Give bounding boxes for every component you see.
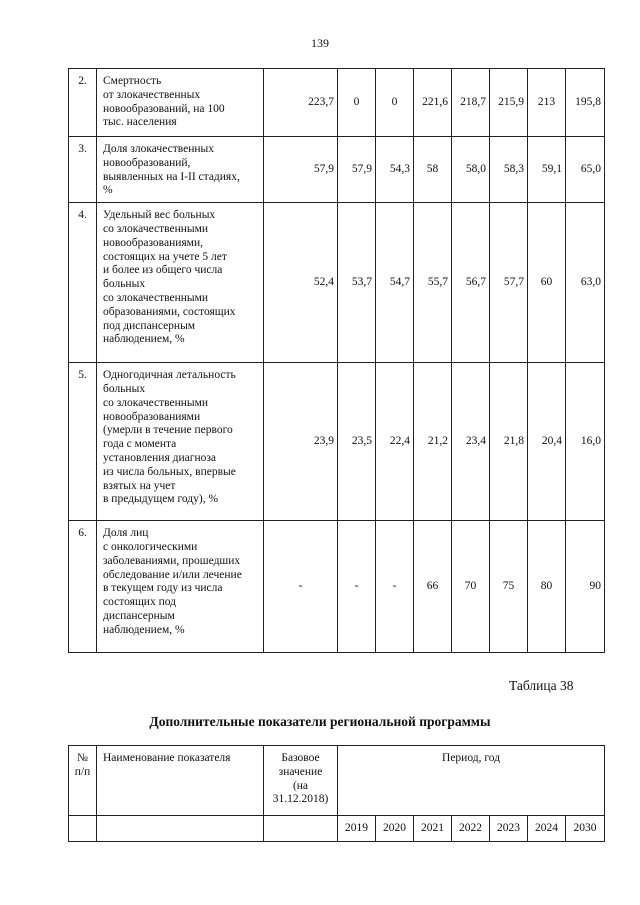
header-num: № п/п <box>69 746 97 816</box>
row-number: 5. <box>69 363 97 521</box>
base-value: 223,7 <box>264 69 338 137</box>
value-2021: 66 <box>414 521 452 653</box>
value-2020: - <box>376 521 414 653</box>
year-2021: 2021 <box>414 816 452 842</box>
value-2030: 16,0 <box>566 363 605 521</box>
value-2023: 21,8 <box>490 363 528 521</box>
table-years-row <box>69 816 605 842</box>
header-base: Базовое значение (на 31.12.2018) <box>264 746 338 816</box>
value-2023: 58,3 <box>490 137 528 203</box>
value-2021: 21,2 <box>414 363 452 521</box>
value-2024: 20,4 <box>528 363 566 521</box>
year-2019: 2019 <box>338 816 376 842</box>
value-2024: 80 <box>528 521 566 653</box>
table-header-row <box>69 746 605 816</box>
page-number: 139 <box>311 36 329 50</box>
value-2019: - <box>338 521 376 653</box>
value-2030: 65,0 <box>566 137 605 203</box>
table-row <box>69 363 605 521</box>
table-row <box>69 521 605 653</box>
year-2023: 2023 <box>490 816 528 842</box>
base-value: 57,9 <box>264 137 338 203</box>
value-2019: 0 <box>338 69 376 137</box>
value-2030: 90 <box>566 521 605 653</box>
value-2019: 53,7 <box>338 203 376 363</box>
table-caption: Таблица 38 <box>509 678 574 693</box>
value-2021: 58 <box>414 137 452 203</box>
table-row <box>69 137 605 203</box>
value-2019: 57,9 <box>338 137 376 203</box>
value-2022: 56,7 <box>452 203 490 363</box>
value-2024: 60 <box>528 203 566 363</box>
base-value: - <box>264 521 338 653</box>
value-2024: 59,1 <box>528 137 566 203</box>
value-2023: 215,9 <box>490 69 528 137</box>
row-number: 3. <box>69 137 97 203</box>
base-value: 23,9 <box>264 363 338 521</box>
year-2022: 2022 <box>452 816 490 842</box>
value-2021: 55,7 <box>414 203 452 363</box>
year-2020: 2020 <box>376 816 414 842</box>
header-name: Наименование показателя <box>97 746 264 816</box>
indicator-name: Удельный вес больных со злокачественными новообразованиями, состоящих на учете 5 лет и более из общего числа больных со злокачественными образованиями, состоящих под диспансерным наблюдением, % <box>97 203 264 363</box>
value-2020: 54,7 <box>376 203 414 363</box>
value-2020: 54,3 <box>376 137 414 203</box>
indicator-name: Одногодичная летальность больных со злокачественными новообразованиями (умерли в течение первого года с момента установления диагноза из числа больных, впервые взятых на учет в предыдущем году), % <box>97 363 264 521</box>
indicator-name: Доля злокачественных новообразований, выявленных на I-II стадиях, % <box>97 137 264 203</box>
value-2022: 23,4 <box>452 363 490 521</box>
empty-cell <box>264 816 338 842</box>
section-title: Дополнительные показатели региональной программы <box>149 714 491 729</box>
value-2030: 63,0 <box>566 203 605 363</box>
empty-cell <box>69 816 97 842</box>
table-row <box>69 203 605 363</box>
row-number: 4. <box>69 203 97 363</box>
additional-indicators-table <box>68 745 605 842</box>
value-2020: 22,4 <box>376 363 414 521</box>
year-2030: 2030 <box>566 816 605 842</box>
value-2023: 75 <box>490 521 528 653</box>
base-value: 52,4 <box>264 203 338 363</box>
indicators-table-continued <box>68 68 605 653</box>
row-number: 6. <box>69 521 97 653</box>
header-period: Период, год <box>338 746 605 816</box>
value-2019: 23,5 <box>338 363 376 521</box>
indicator-name: Доля лиц с онкологическими заболеваниями, прошедших обследование и/или лечение в текущем году из числа состоящих под диспансерным наблюдением, % <box>97 521 264 653</box>
value-2022: 70 <box>452 521 490 653</box>
year-2024: 2024 <box>528 816 566 842</box>
indicator-name: Смертность от злокачественных новообразований, на 100 тыс. населения <box>97 69 264 137</box>
value-2022: 58,0 <box>452 137 490 203</box>
value-2024: 213 <box>528 69 566 137</box>
value-2030: 195,8 <box>566 69 605 137</box>
value-2021: 221,6 <box>414 69 452 137</box>
empty-cell <box>97 816 264 842</box>
row-number: 2. <box>69 69 97 137</box>
value-2022: 218,7 <box>452 69 490 137</box>
value-2023: 57,7 <box>490 203 528 363</box>
value-2020: 0 <box>376 69 414 137</box>
table-row <box>69 69 605 137</box>
